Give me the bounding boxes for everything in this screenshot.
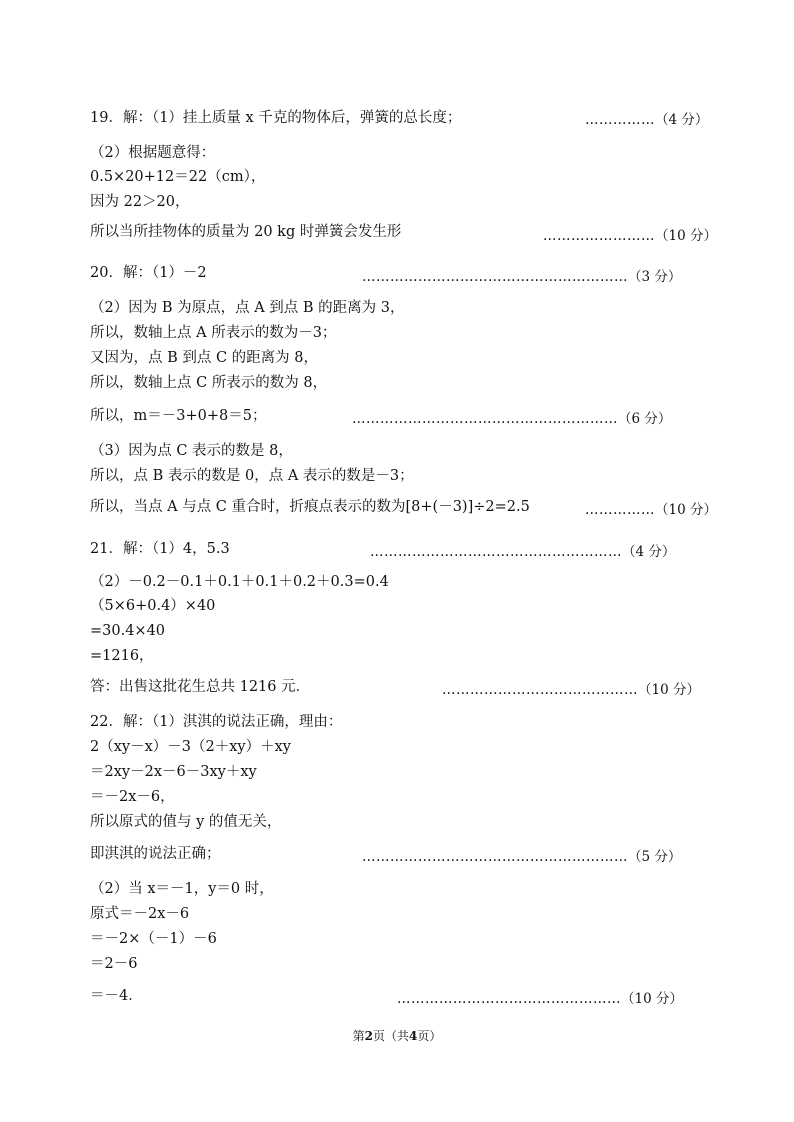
q22-line-3: ＝2xy－2x－6－3xy＋xy — [90, 764, 257, 780]
page-footer — [0, 1028, 794, 1044]
q20-line-9: 所以，当点 A 与点 C 重合时，折痕点表示的数为[8+(－3)]÷2=2.5 — [90, 499, 530, 515]
q20-score-2 — [352, 409, 671, 429]
q20-line-6: 所以，m＝－3+0+8＝5； — [90, 408, 267, 424]
leader-dots: …………………… — [543, 228, 655, 244]
q20-line-1: 20．解：（1）－2 — [90, 265, 207, 281]
score-label: （5 分） — [628, 849, 682, 865]
q22-line-4: ＝－2x－6， — [90, 789, 175, 805]
q20-score-1 — [362, 267, 681, 287]
q22-score-1 — [362, 847, 681, 867]
score-label: （6 分） — [618, 411, 672, 427]
q19-score-1 — [585, 110, 708, 130]
leader-dots: …………… — [585, 502, 655, 518]
score-label: （10 分） — [638, 682, 700, 698]
score-label: （10 分） — [655, 228, 717, 244]
leader-dots: ………………………………………………… — [362, 269, 628, 285]
q22-line-2: 2（xy－x）－3（2＋xy）＋xy — [90, 739, 291, 755]
q20-line-7: （3）因为点 C 表示的数是 8， — [90, 443, 293, 459]
leader-dots: ………………………………………………… — [362, 849, 628, 865]
q20-line-2: （2）因为 B 为原点，点 A 到点 B 的距离为 3， — [90, 300, 405, 316]
score-label: （4 分） — [622, 544, 676, 560]
q22-line-9: ＝－2×（－1）－6 — [90, 931, 217, 947]
q20-line-5: 所以，数轴上点 C 所表示的数为 8， — [90, 375, 328, 391]
leader-dots: ………………………………………………… — [352, 411, 618, 427]
q22-line-10: ＝2－6 — [90, 956, 138, 972]
q19-line-5: 所以当所挂物体的质量为 20 kg 时弹簧会发生形 — [90, 224, 402, 240]
q21-line-3: （5×6+0.4）×40 — [90, 598, 216, 614]
footer-middle: 页（共 — [372, 1029, 409, 1043]
q22-line-7: （2）当 x＝－1，y＝0 时， — [90, 881, 274, 897]
q21-line-6: 答：出售这批花生总共 1216 元． — [90, 679, 311, 695]
q22-line-8: 原式＝－2x－6 — [90, 906, 190, 922]
q20-score-3 — [585, 500, 717, 520]
q22-line-6: 即淇淇的说法正确； — [90, 846, 221, 862]
footer-prefix: 第 — [352, 1029, 365, 1043]
q19-line-1: 19．解：（1）挂上质量 x 千克的物体后，弹簧的总长度； — [90, 110, 462, 126]
q22-line-5: 所以原式的值与 y 的值无关， — [90, 814, 282, 830]
q19-score-2 — [543, 226, 717, 246]
q21-line-2: （2）－0.2－0.1＋0.1＋0.1＋0.2＋0.3=0.4 — [90, 574, 389, 590]
score-label: （3 分） — [628, 269, 682, 285]
q21-line-5: =1216， — [90, 648, 154, 664]
q21-score-1 — [370, 542, 675, 562]
q22-line-1: 22．解：（1）淇淇的说法正确，理由： — [90, 714, 343, 730]
leader-dots: ……………………………………………… — [370, 544, 622, 560]
q21-line-1: 21．解：（1）4，5.3 — [90, 541, 230, 557]
leader-dots: …………………………………… — [442, 682, 638, 698]
q22-score-2 — [397, 989, 683, 1009]
q21-score-2 — [442, 680, 700, 700]
q20-line-3: 所以，数轴上点 A 所表示的数为－3； — [90, 325, 337, 341]
footer-suffix: 页） — [417, 1029, 442, 1043]
q19-line-3: 0.5×20+12＝22（cm）， — [90, 169, 266, 185]
q19-line-4: 因为 22＞20， — [90, 194, 190, 210]
q21-line-4: =30.4×40 — [90, 623, 166, 639]
score-label: （4 分） — [655, 112, 709, 128]
score-label: （10 分） — [655, 502, 717, 518]
footer-page-number: 2 — [364, 1029, 373, 1043]
q22-line-11: ＝－4． — [90, 988, 143, 1004]
q19-line-2: （2）根据题意得： — [90, 145, 216, 161]
score-label: （10 分） — [621, 991, 683, 1007]
leader-dots: …………… — [585, 112, 655, 128]
q20-line-4: 又因为，点 B 到点 C 的距离为 8， — [90, 350, 319, 366]
leader-dots: ………………………………………… — [397, 991, 621, 1007]
footer-total-pages: 4 — [409, 1029, 418, 1043]
q20-line-8: 所以，点 B 表示的数是 0，点 A 表示的数是－3； — [90, 468, 414, 484]
